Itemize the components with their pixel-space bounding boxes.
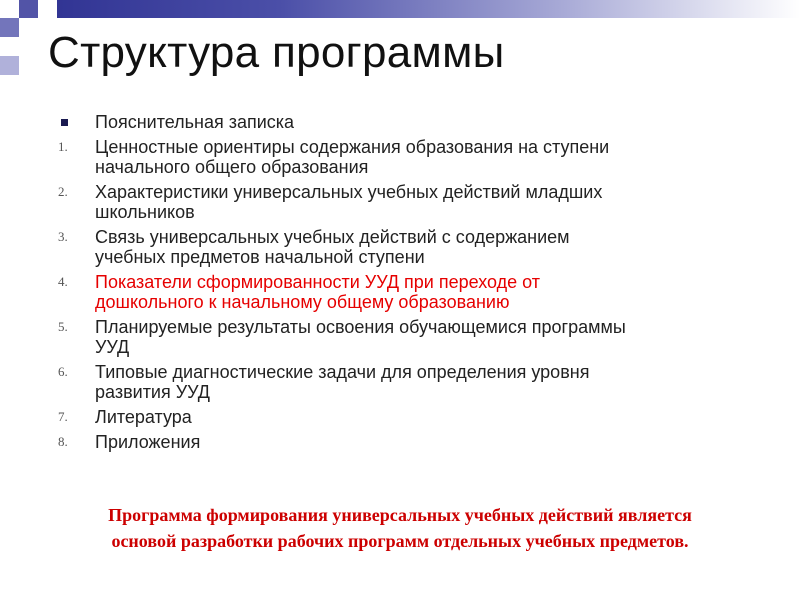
list-item	[58, 227, 778, 267]
slide-title: Структура программы	[48, 28, 505, 77]
square-bullet-icon	[61, 119, 68, 126]
list-item-line: Показатели сформированности УУД при переходе от	[95, 272, 540, 292]
footer-line: Программа формирования универсальных учебных действий является	[108, 505, 692, 525]
list-item-line: Типовые диагностические задачи для определения уровня	[95, 362, 590, 382]
list-number: 1.	[58, 139, 68, 154]
list-number: 6.	[58, 364, 68, 379]
decor-square	[19, 18, 38, 37]
list-item	[58, 432, 778, 452]
decor-square	[0, 56, 19, 75]
list-item-line: школьников	[95, 202, 195, 222]
list-item-text	[95, 182, 602, 222]
list-number: 8.	[58, 434, 68, 449]
list-item-text	[95, 227, 570, 267]
decor-square	[38, 0, 57, 18]
list-number: 4.	[58, 274, 68, 289]
list-item-line: начального общего образования	[95, 157, 369, 177]
list-item	[58, 182, 778, 222]
list-bullet	[58, 112, 95, 132]
list-item-line: Характеристики универсальных учебных действий младших	[95, 182, 603, 202]
list-item	[58, 362, 778, 402]
list-item-line: развития УУД	[95, 382, 210, 402]
list-item-line: Ценностные ориентиры содержания образования на ступени	[95, 137, 610, 157]
list-item-line: учебных предметов начальной ступени	[95, 247, 425, 267]
program-structure-list	[58, 112, 778, 457]
decor-square	[0, 18, 19, 37]
list-item-text	[95, 362, 589, 402]
list-item-line: Планируемые результаты освоения обучающемися программы	[95, 317, 626, 337]
list-number: 2.	[58, 184, 68, 199]
list-number: 7.	[58, 409, 68, 424]
list-item	[58, 317, 778, 357]
header-gradient-bar	[0, 0, 800, 18]
list-item-line: Связь универсальных учебных действий с содержанием	[95, 227, 570, 247]
list-item-text: Приложения	[95, 432, 201, 452]
list-item	[58, 407, 778, 427]
list-number: 5.	[58, 319, 68, 334]
list-item-text: Литература	[95, 407, 192, 427]
list-item	[58, 137, 778, 177]
list-item	[58, 112, 778, 132]
list-item-line: дошкольного к начальному общему образованию	[95, 292, 510, 312]
list-item-text	[95, 137, 609, 177]
list-item-line: УУД	[95, 337, 130, 357]
footer-line: основой разработки рабочих программ отдельных учебных предметов.	[111, 531, 689, 551]
decor-square	[0, 37, 19, 56]
list-item-highlighted	[58, 272, 778, 312]
list-item-text	[95, 317, 626, 357]
list-item-text: Пояснительная записка	[95, 112, 295, 132]
footer-note	[32, 502, 768, 554]
decor-square	[0, 0, 19, 18]
list-item-text	[95, 272, 540, 312]
list-number: 3.	[58, 229, 68, 244]
decor-square	[19, 0, 38, 18]
